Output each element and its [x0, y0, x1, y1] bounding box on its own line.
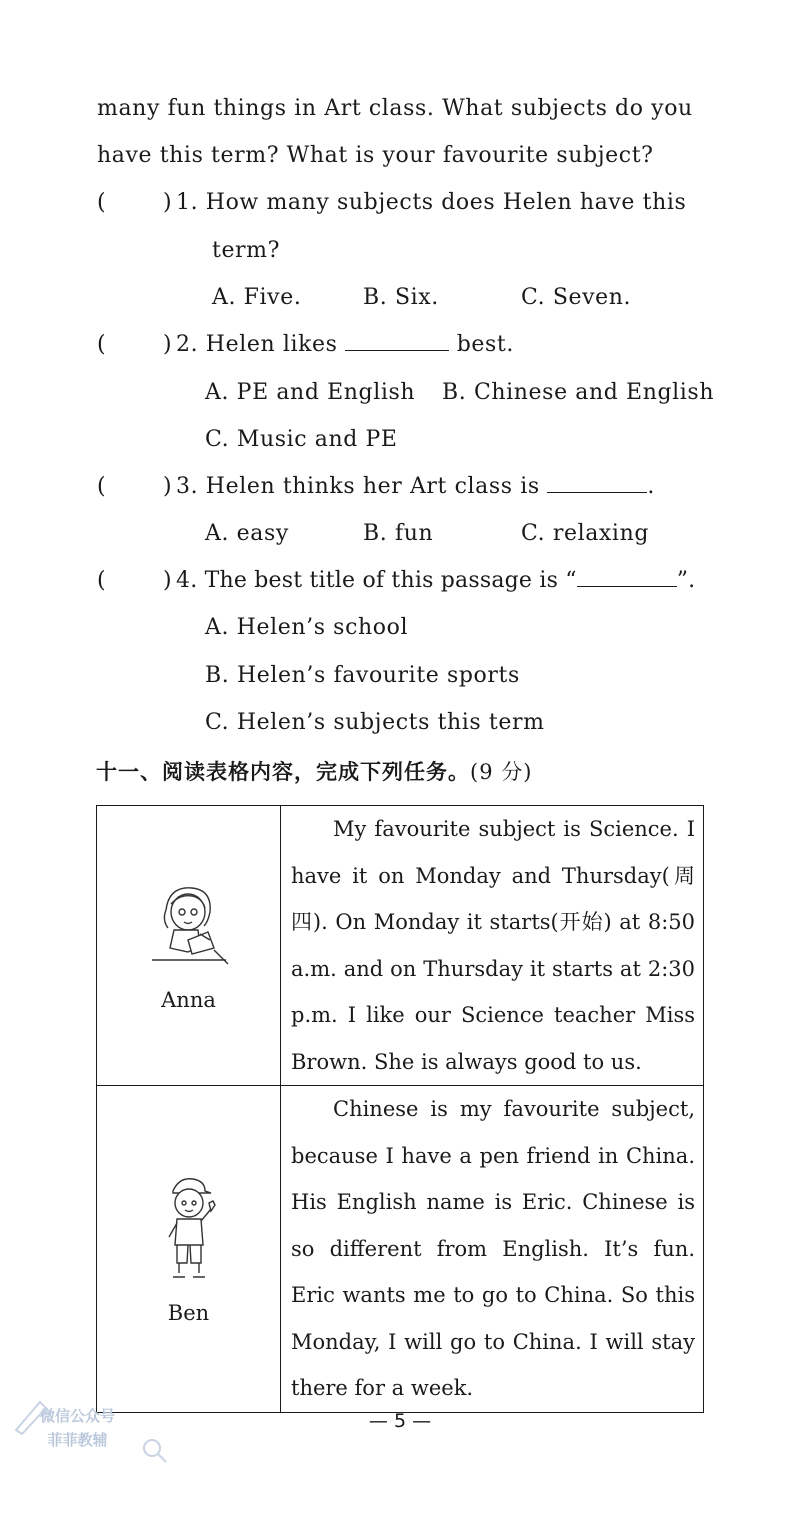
question-stem-end: ”. — [676, 568, 696, 593]
page-number: — 5 — — [368, 1410, 432, 1432]
answer-paren-open-3: ( — [97, 474, 106, 499]
q2-option-c: C. Music and PE — [205, 427, 398, 452]
watermark-line-2: 菲菲教辅 — [47, 1431, 108, 1449]
section-title: 十一、阅读表格内容，完成下列任务。 — [96, 760, 470, 784]
q3-option-a: A. easy — [205, 521, 289, 546]
person-paragraph: Chinese is my favourite subject, because I have a pen friend in China. His English name is Eric. Chinese is so different from English. It’s fun. Eric wants me to go to China. So this Monday, I will go to China. I will stay there for a week. — [291, 1097, 695, 1400]
question-stem-end: . — [647, 474, 655, 499]
table-row — [97, 806, 704, 1086]
q2-option-a: A. PE and English — [205, 380, 416, 405]
question-number: 3. — [176, 474, 199, 499]
q3-option-b: B. fun — [363, 521, 434, 546]
question-number: 2. — [176, 332, 199, 357]
watermark-line-1: 微信公众号 — [40, 1407, 116, 1425]
answer-paren-close-4: ) — [163, 568, 172, 593]
passage-line-2: have this term? What is your favourite subject? — [97, 143, 654, 168]
person-text-cell — [281, 806, 704, 1086]
reading-table — [96, 805, 704, 1413]
question-1 — [176, 190, 686, 215]
section-score: (9 分) — [470, 760, 533, 784]
question-stem: How many subjects does Helen have this — [205, 190, 687, 215]
question-stem: Helen likes — [205, 332, 338, 357]
question-1-stem-cont: term? — [212, 238, 281, 263]
question-number: 4. — [176, 568, 198, 593]
answer-blank[interactable] — [577, 568, 677, 587]
person-cell — [97, 1086, 281, 1413]
q4-option-b: B. Helen’s favourite sports — [205, 663, 520, 688]
question-2 — [176, 332, 514, 357]
table-row — [97, 1086, 704, 1413]
boy-waving-illustration — [159, 1173, 219, 1283]
q4-option-a: A. Helen’s school — [205, 615, 409, 640]
answer-paren-open-1: ( — [97, 190, 106, 215]
question-stem: Helen thinks her Art class is — [205, 474, 540, 499]
q2-option-b: B. Chinese and English — [442, 380, 715, 405]
question-stem: The best title of this passage is “ — [204, 568, 577, 593]
answer-paren-open-2: ( — [97, 332, 106, 357]
answer-paren-open-4: ( — [97, 568, 106, 593]
person-paragraph: My favourite subject is Science. I have it on Monday and Thursday(周四). On Monday it starts(开始) at 8:50 a.m. and on Thursday it starts at 2:30 p.m. I like our Science teacher Miss Brown. She is always good to us. — [291, 817, 695, 1074]
question-number: 1. — [176, 190, 199, 215]
q1-option-c: C. Seven. — [521, 285, 632, 310]
passage-line-1: many fun things in Art class. What subjects do you — [97, 96, 693, 121]
person-cell — [97, 806, 281, 1086]
question-3 — [176, 474, 655, 499]
person-name: Ben — [167, 1300, 210, 1325]
q1-option-b: B. Six. — [363, 285, 439, 310]
answer-blank[interactable] — [345, 332, 449, 351]
answer-blank[interactable] — [547, 474, 647, 493]
answer-paren-close-3: ) — [163, 474, 172, 499]
q3-option-c: C. relaxing — [521, 521, 650, 546]
girl-reading-illustration — [144, 880, 234, 970]
question-4 — [176, 568, 695, 593]
person-text-cell — [281, 1086, 704, 1413]
q1-option-a: A. Five. — [212, 285, 302, 310]
answer-paren-close-1: ) — [163, 190, 172, 215]
answer-paren-close-2: ) — [163, 332, 172, 357]
q4-option-c: C. Helen’s subjects this term — [205, 710, 545, 735]
person-name: Anna — [161, 987, 216, 1012]
question-stem-end: best. — [456, 332, 514, 357]
section-heading — [96, 756, 532, 786]
magnifier-icon — [140, 1436, 170, 1466]
